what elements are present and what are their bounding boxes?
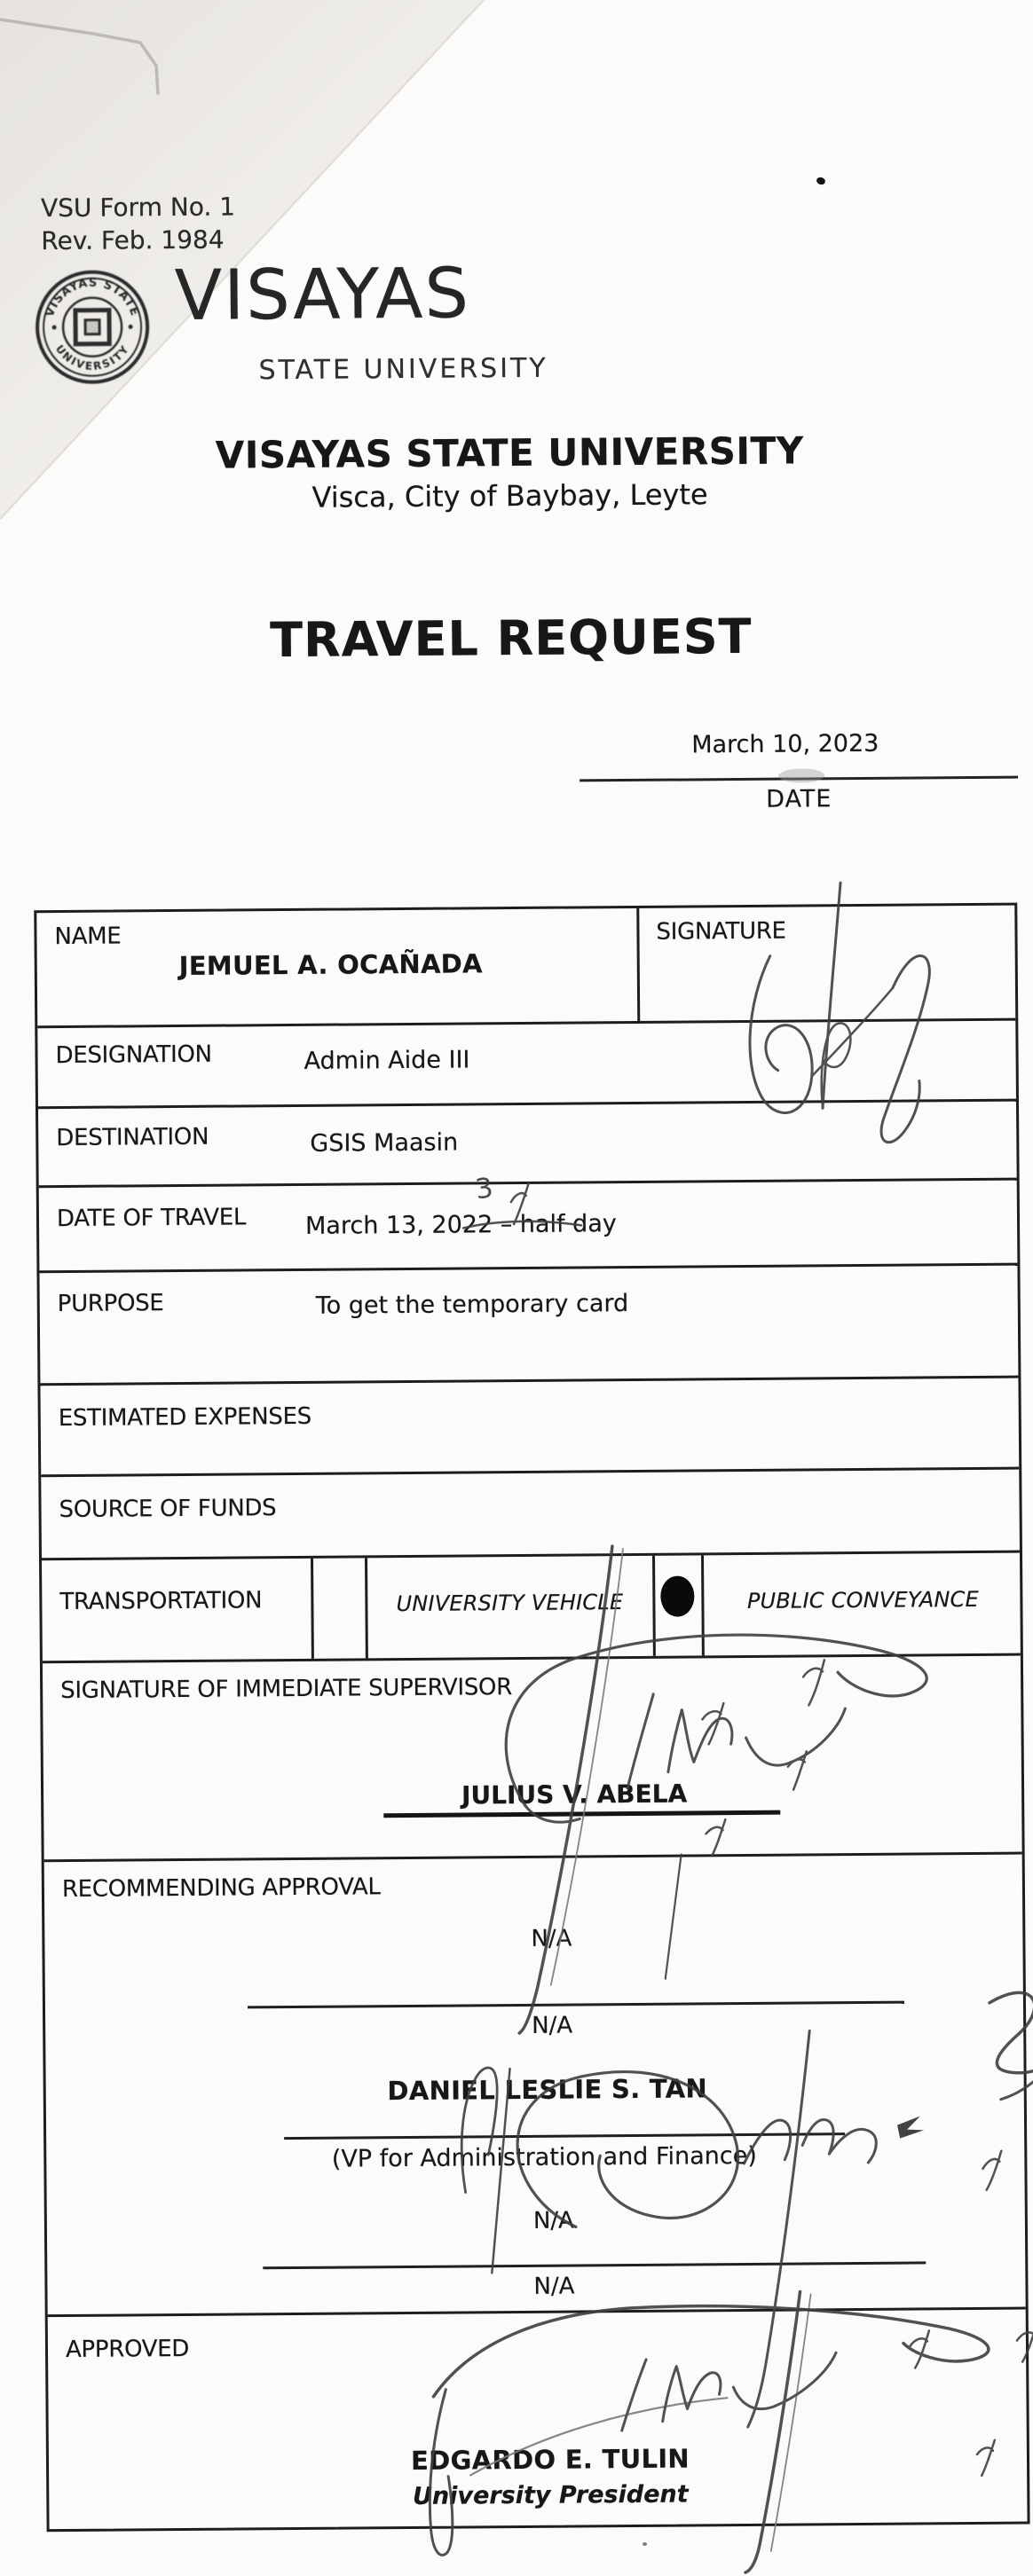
recommending-slot1: N/A <box>531 1925 572 1952</box>
estimated-expenses-label: ESTIMATED EXPENSES <box>58 1402 311 1433</box>
request-date-value: March 10, 2023 <box>691 729 879 759</box>
letterhead-university: VISAYAS STATE UNIVERSITY <box>215 428 804 477</box>
name-value: JEMUEL A. OCAÑADA <box>178 948 483 981</box>
cell-divider <box>636 908 640 1024</box>
seal-text-top: VISAYAS STATE <box>43 276 142 319</box>
recommending-label: RECOMMENDING APPROVAL <box>61 1873 381 1904</box>
designation-label: DESIGNATION <box>55 1041 212 1070</box>
travel-date-suffix: – half day <box>493 1210 617 1239</box>
designation-value: Admin Aide III <box>304 1046 470 1075</box>
form-number-block <box>41 190 236 257</box>
cell-divider <box>701 1555 705 1655</box>
form-number: VSU Form No. 1 <box>40 192 236 224</box>
selection-dot <box>660 1575 694 1616</box>
travel-date-prefix: March 13, 202 <box>304 1211 478 1240</box>
name-signature-row <box>36 906 1015 1029</box>
signature-line <box>284 2132 845 2140</box>
supervisor-signature-row <box>43 1656 1022 1863</box>
transportation-label: TRANSPORTATION <box>59 1587 263 1616</box>
option-university-vehicle: UNIVERSITY VEHICLE <box>396 1590 624 1617</box>
supervisor-name-underline <box>383 1810 780 1818</box>
date-of-travel-row <box>39 1181 1018 1274</box>
cell-divider <box>365 1558 368 1658</box>
name-label: NAME <box>54 923 122 951</box>
cell-divider <box>311 1559 314 1659</box>
approved-label: APPROVED <box>65 2335 190 2364</box>
cell-divider <box>652 1556 656 1656</box>
seal-text-bottom: UNIVERSITY <box>52 342 132 373</box>
purpose-value: To get the temporary card <box>315 1290 629 1320</box>
signature-line <box>248 2001 904 2009</box>
transportation-row <box>42 1553 1021 1664</box>
purpose-label: PURPOSE <box>57 1290 164 1318</box>
designation-row <box>37 1021 1016 1110</box>
option-public-conveyance: PUBLIC CONVEYANCE <box>746 1586 980 1614</box>
recommending-slot3: N/A <box>532 2207 575 2234</box>
recommending-slot2: N/A <box>532 2012 573 2039</box>
vsu-seal-icon <box>35 269 151 385</box>
purpose-row <box>39 1266 1018 1386</box>
recommending-slot4: N/A <box>533 2273 575 2300</box>
source-of-funds-label: SOURCE OF FUNDS <box>59 1495 277 1524</box>
recommending-title: (VP for Administration and Finance) <box>331 2141 757 2173</box>
approved-title: University President <box>412 2480 689 2510</box>
approved-row <box>48 2310 1028 2530</box>
recommending-name: DANIEL LESLIE S. TAN <box>387 2073 708 2107</box>
supervisor-label: SIGNATURE OF IMMEDIATE SUPERVISOR <box>60 1674 513 1705</box>
estimated-expenses-row <box>40 1378 1019 1478</box>
logo-wordmark: VISAYAS <box>174 254 471 336</box>
form-table <box>34 903 1029 2533</box>
travel-date-struck-digit: 2 <box>477 1211 493 1239</box>
supervisor-name: JULIUS V. ABELA <box>461 1779 688 1810</box>
date-underline <box>580 776 1018 782</box>
signature-line <box>263 2261 926 2269</box>
pencil-smudge <box>778 768 824 782</box>
date-of-travel-label: DATE OF TRAVEL <box>56 1204 247 1233</box>
destination-label: DESTINATION <box>56 1123 209 1152</box>
destination-row <box>38 1102 1017 1189</box>
signature-label: SIGNATURE <box>656 917 786 946</box>
logo-wordmark-subtitle: STATE UNIVERSITY <box>258 352 548 387</box>
form-revision: Rev. Feb. 1984 <box>41 224 225 256</box>
date-of-travel-value <box>305 1210 617 1240</box>
date-label: DATE <box>766 785 832 813</box>
handwritten-correction: 3 <box>473 1172 495 1206</box>
form-title: TRAVEL REQUEST <box>269 608 753 669</box>
approved-name: EDGARDO E. TULIN <box>410 2443 690 2476</box>
source-of-funds-row <box>41 1470 1020 1561</box>
destination-value: GSIS Maasin <box>310 1128 459 1158</box>
letterhead-address: Visca, City of Baybay, Leyte <box>311 477 708 514</box>
recommending-approval-row <box>44 1855 1026 2318</box>
